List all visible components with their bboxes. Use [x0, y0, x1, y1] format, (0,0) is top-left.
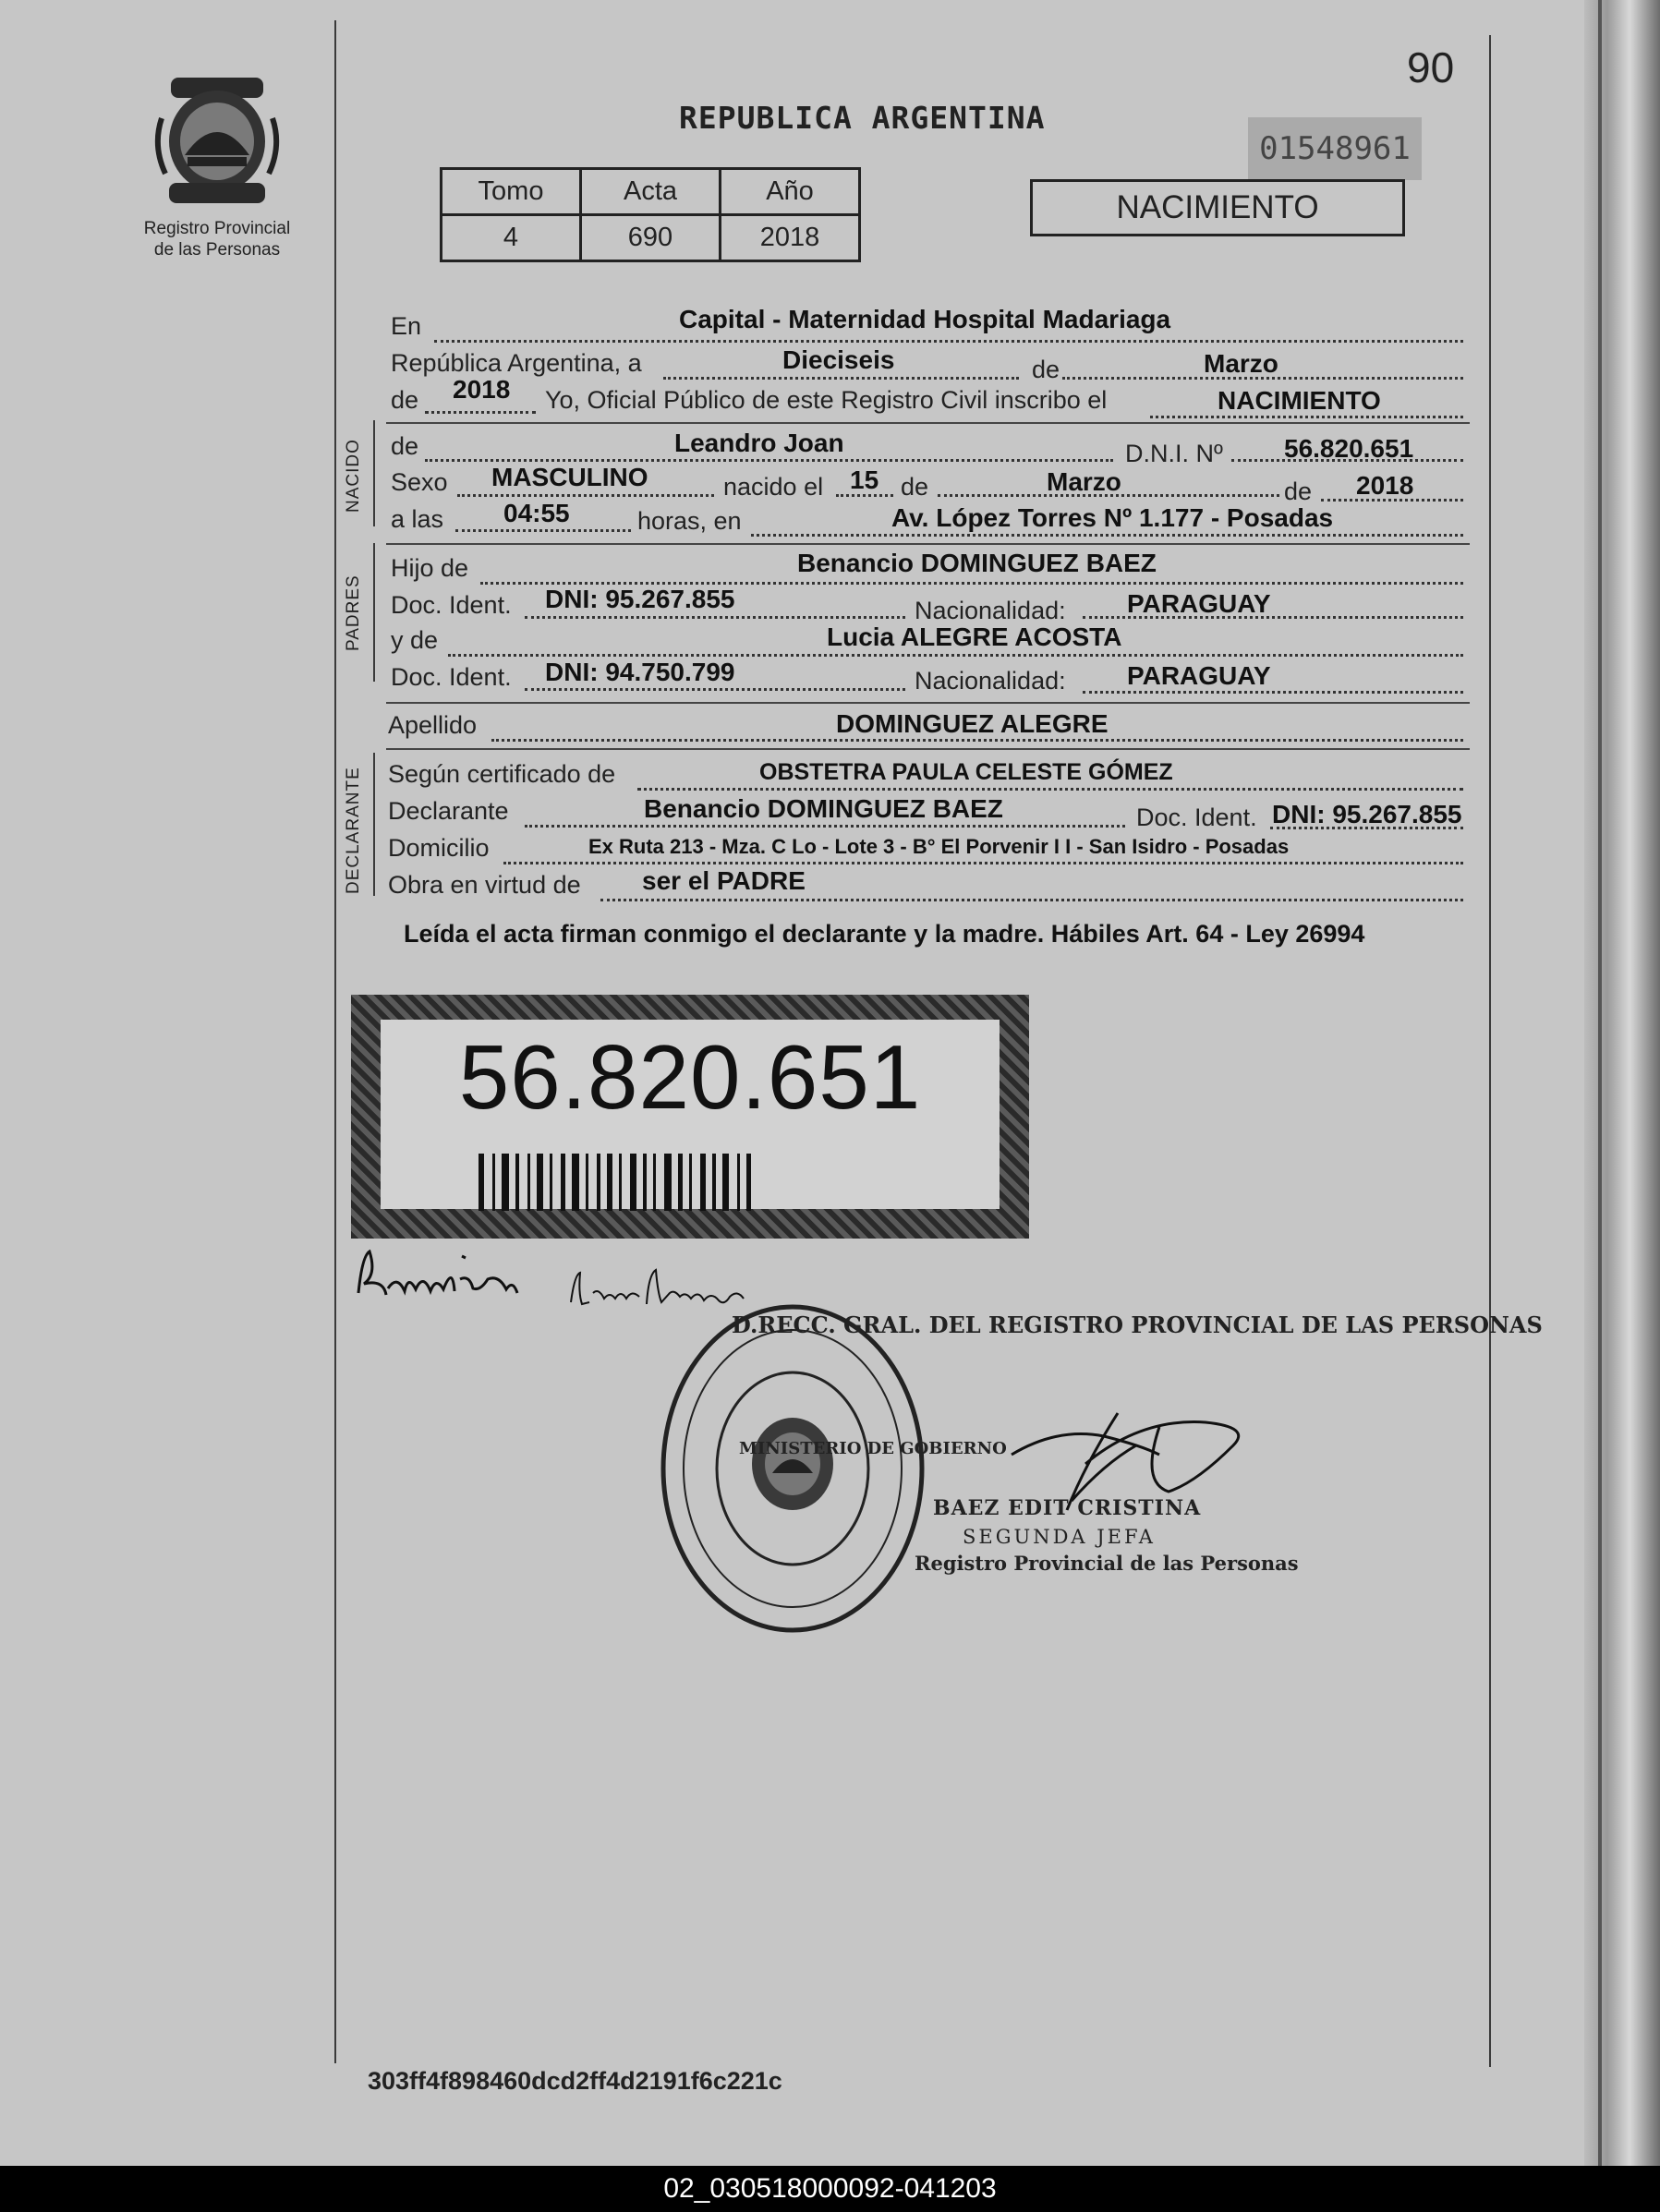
birth-month: Marzo: [1047, 467, 1121, 496]
barcode-bar: [492, 1154, 495, 1211]
mother-nationality: PARAGUAY: [1127, 661, 1271, 690]
field-label: Doc. Ident.: [1136, 804, 1257, 831]
barcode-bar: [619, 1154, 622, 1211]
stamp-text: D.RECC. GRAL. DEL REGISTRO PROVINCIAL DE LAS PERSONAS: [732, 1311, 1543, 1338]
barcode-bar: [502, 1154, 509, 1211]
barcode-label: [381, 1020, 1000, 1209]
barcode-bar: [572, 1154, 579, 1211]
province-seal-icon: [152, 72, 282, 209]
barcode-bar: [653, 1154, 656, 1211]
official-office: Registro Provincial de las Personas: [915, 1552, 1299, 1575]
field-label: horas, en: [637, 507, 742, 535]
field-label: Apellido: [388, 711, 478, 739]
barcode-bar: [607, 1154, 612, 1211]
field-label: de: [1284, 477, 1313, 505]
padres-bracket: [373, 543, 375, 682]
mother-name: Lucia ALEGRE ACOSTA: [827, 623, 1122, 651]
birth-day: 15: [850, 465, 879, 494]
barcode-bar: [722, 1154, 729, 1211]
section-divider: [386, 543, 1470, 545]
field-label: Hijo de: [391, 554, 469, 582]
child-dni: 56.820.651: [1284, 434, 1414, 463]
declarant-doc: DNI: 95.267.855: [1272, 800, 1462, 828]
month-value: Marzo: [1204, 349, 1278, 378]
document-hash: 303ff4f898460dcd2ff4d2191f6c221c: [368, 2067, 782, 2095]
section-label-nacido: NACIDO: [344, 439, 363, 513]
field-label: de: [901, 473, 929, 501]
section-divider: [386, 422, 1470, 424]
footer-code: 02_030518000092-041203: [0, 2166, 1660, 2212]
field-label: de: [391, 386, 419, 414]
field-label: Nacionalidad:: [915, 597, 1066, 624]
dotted-line: [457, 494, 714, 497]
field-label: República Argentina, a: [391, 349, 642, 377]
barcode-bar: [537, 1154, 543, 1211]
official-stamp-icon: [654, 1298, 931, 1639]
barcode-bar: [678, 1154, 683, 1211]
surname-value: DOMINGUEZ ALEGRE: [836, 709, 1109, 738]
registry-header: Año: [721, 169, 860, 215]
field-label: Doc. Ident.: [391, 663, 512, 691]
certificate-issuer: OBSTETRA PAULA CELESTE GÓMEZ: [759, 759, 1173, 785]
barcode-bar: [712, 1154, 716, 1211]
dotted-line: [663, 377, 1019, 380]
declarant-relation: ser el PADRE: [642, 866, 806, 895]
declarante-bracket: [373, 753, 375, 896]
nacido-bracket: [373, 420, 375, 526]
dotted-line: [425, 459, 1113, 462]
barcode-bar: [550, 1154, 552, 1211]
field-label: D.N.I. Nº: [1125, 440, 1223, 467]
field-label: Declarante: [388, 797, 509, 825]
registry-header: Acta: [581, 169, 721, 215]
barcode-bar: [700, 1154, 706, 1211]
official-name: BAEZ EDIT CRISTINA: [933, 1496, 1202, 1520]
registry-value: 690: [581, 215, 721, 261]
field-label: nacido el: [723, 473, 824, 501]
page-edge-line: [1598, 0, 1602, 2166]
field-label: Según certificado de: [388, 760, 616, 788]
section-divider: [386, 702, 1470, 704]
barcode-bar: [586, 1154, 588, 1211]
dotted-line: [1150, 416, 1463, 418]
right-margin-line: [1489, 35, 1491, 2067]
mother-doc: DNI: 94.750.799: [545, 658, 735, 686]
child-name: Leandro Joan: [674, 429, 844, 457]
registry-value: 4: [442, 215, 581, 261]
barcode-bar: [664, 1154, 672, 1211]
official-role: SEGUNDA JEFA: [963, 1526, 1156, 1548]
father-nationality: PARAGUAY: [1127, 589, 1271, 618]
registry-value: 2018: [721, 215, 860, 261]
event-value: NACIMIENTO: [1218, 386, 1381, 415]
barcode-icon: [479, 1154, 885, 1211]
dotted-line: [425, 411, 536, 414]
dotted-line: [491, 739, 1463, 742]
barcode-bar: [689, 1154, 692, 1211]
field-label: de: [1032, 356, 1060, 383]
registry-table: [440, 167, 861, 262]
dotted-line: [503, 862, 1463, 864]
dotted-line: [525, 688, 905, 691]
place-value: Capital - Maternidad Hospital Madariaga: [679, 305, 1171, 333]
field-label: Obra en virtud de: [388, 871, 581, 899]
dotted-line: [455, 529, 631, 532]
registry-value-row: [442, 215, 860, 261]
dni-barcode-sticker: [351, 995, 1029, 1239]
document-type-box: NACIMIENTO: [1030, 179, 1405, 236]
stamp-inner-text: MINISTERIO DE GOBIERNO: [739, 1439, 1007, 1458]
serial-number: 01548961: [1248, 117, 1422, 180]
dotted-line: [525, 616, 905, 619]
section-label-padres: PADRES: [344, 574, 363, 651]
dotted-line: [600, 899, 1463, 901]
dotted-line: [448, 654, 1463, 657]
page-edge: [1584, 0, 1660, 2166]
registry-header: Tomo: [442, 169, 581, 215]
barcode-bar: [746, 1154, 751, 1211]
field-label: En: [391, 312, 422, 340]
left-margin-line: [334, 20, 336, 2063]
field-label: a las: [391, 505, 444, 533]
dotted-line: [525, 825, 1125, 828]
declarant-address: Ex Ruta 213 - Mza. C Lo - Lote 3 - B° El Porvenir I I - San Isidro - Posadas: [588, 835, 1290, 858]
legal-text: Leída el acta firman conmigo el declarante y la madre. Hábiles Art. 64 - Ley 26994: [404, 920, 1365, 948]
barcode-bar: [630, 1154, 636, 1211]
dotted-line: [751, 534, 1463, 537]
dotted-line: [637, 788, 1463, 791]
sex-value: MASCULINO: [491, 463, 648, 491]
day-value: Dieciseis: [782, 345, 895, 374]
barcode-bar: [597, 1154, 600, 1211]
field-label: Domicilio: [388, 834, 490, 862]
barcode-bar: [643, 1154, 647, 1211]
birth-year: 2018: [1356, 471, 1414, 500]
section-label-declarante: DECLARANTE: [344, 767, 363, 894]
barcode-number: 56.820.651: [458, 1026, 922, 1128]
field-label: Nacionalidad:: [915, 667, 1066, 695]
page-number: 90: [1407, 43, 1455, 91]
father-doc: DNI: 95.267.855: [545, 585, 735, 613]
dotted-line: [434, 340, 1463, 343]
barcode-bar: [527, 1154, 530, 1211]
registration-statement: Yo, Oficial Público de este Registro Civil inscribo el: [545, 386, 1108, 414]
dotted-line: [1083, 691, 1463, 694]
section-divider: [386, 748, 1470, 750]
field-label: y de: [391, 626, 439, 654]
birth-time: 04:55: [503, 499, 570, 527]
birth-place: Av. López Torres Nº 1.177 - Posadas: [891, 503, 1334, 532]
field-label: Sexo: [391, 468, 448, 496]
barcode-bar: [479, 1154, 484, 1211]
field-label: Doc. Ident.: [391, 591, 512, 619]
field-label: de: [391, 432, 419, 460]
declarant-name: Benancio DOMINGUEZ BAEZ: [644, 794, 1003, 823]
year-value: 2018: [453, 375, 511, 404]
registry-header-row: [442, 169, 860, 215]
barcode-bar: [737, 1154, 740, 1211]
page-title: REPUBLICA ARGENTINA: [679, 100, 1046, 136]
father-name: Benancio DOMINGUEZ BAEZ: [797, 549, 1157, 577]
registry-logo-caption: Registro Provincial de las Personas: [143, 219, 291, 260]
barcode-bar: [515, 1154, 519, 1211]
barcode-bar: [561, 1154, 565, 1211]
